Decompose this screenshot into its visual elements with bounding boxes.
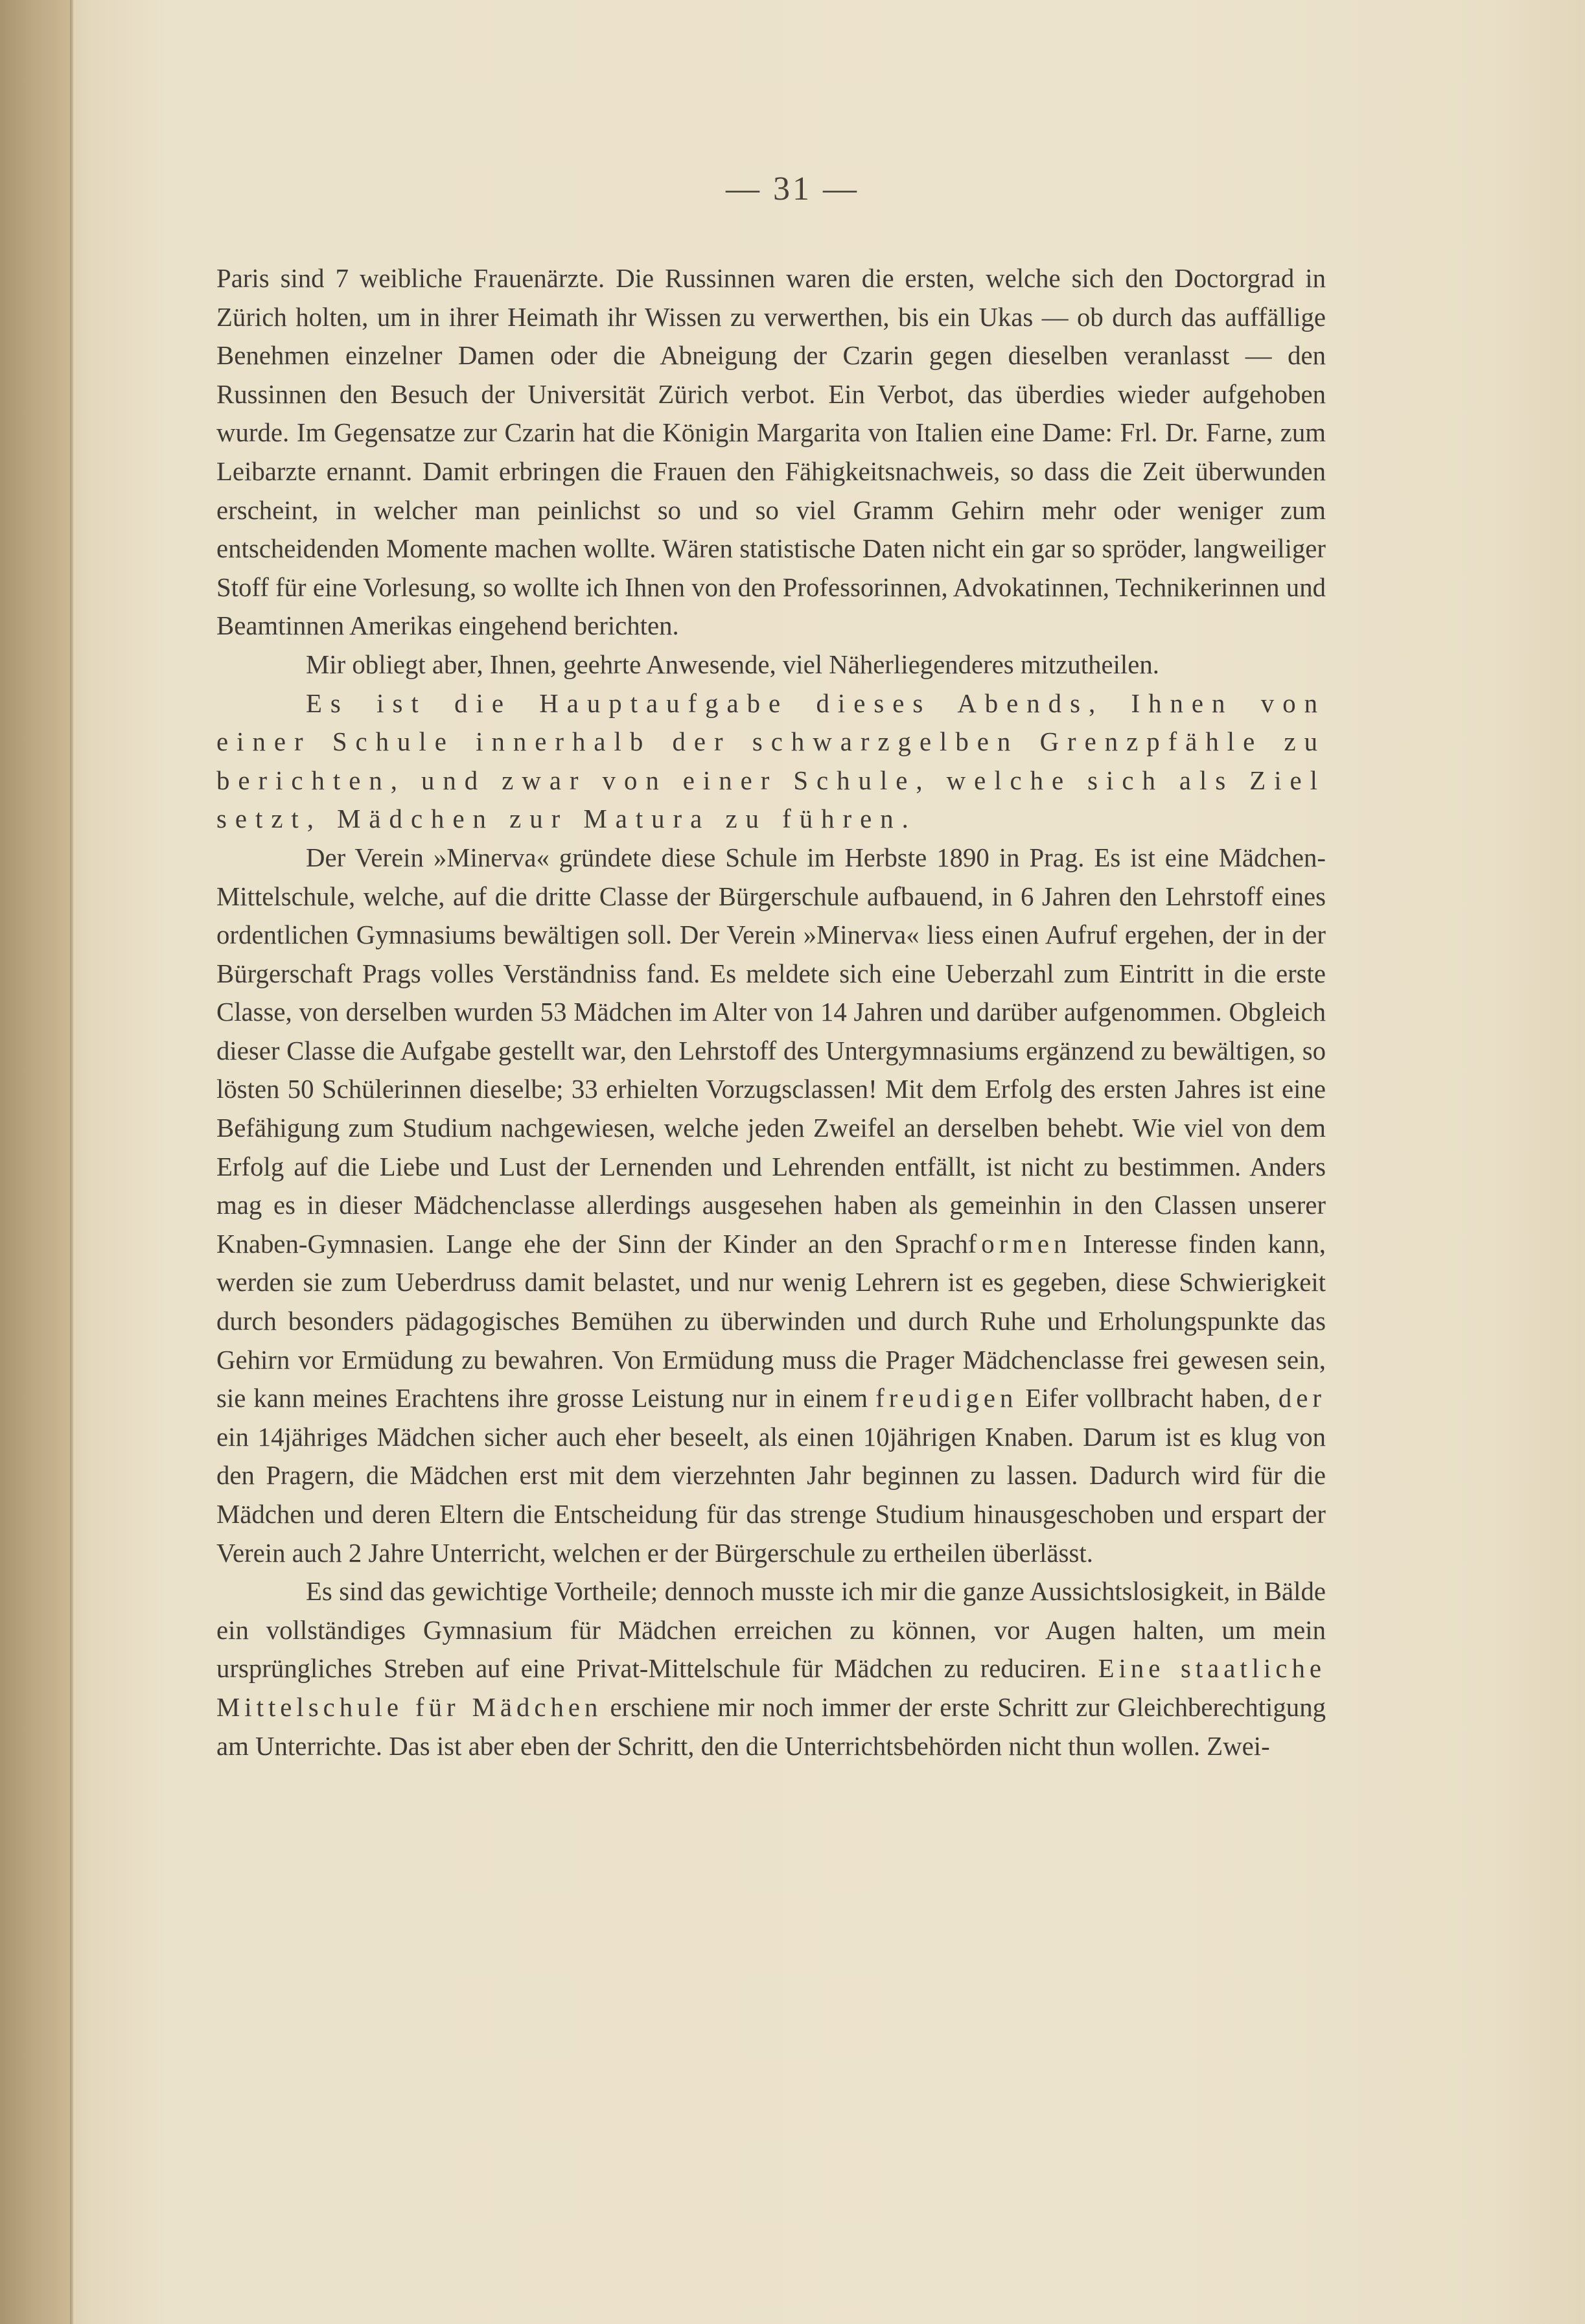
- paragraph: [216, 1572, 1326, 1765]
- text-segment-spaced: Eine staatliche Mittelschule für Mädchen: [216, 1654, 1326, 1722]
- facing-page-edge: [0, 0, 70, 2324]
- text-segment-spaced: formen: [967, 1229, 1072, 1259]
- book-binding-gutter: [70, 0, 74, 2324]
- text-segment: erschiene mir noch immer der erste Schritt zur Gleichberechtigung am Unterrichte. Das ist aber eben der Schritt, den die Unterrichtsbehörden nicht thun wollen. Zwei-: [216, 1692, 1326, 1761]
- paragraph-emphasized: [216, 684, 1326, 839]
- text-segment: Paris sind 7 weibliche Frauenärzte. Die Russinnen waren die ersten, welche sich den Doctorgrad in Zürich holten, um in ihrer Heimath ihr Wissen zu verwerthen, bis ein Ukas — ob durch das auffällige Benehmen einzelner Damen oder die Abneigung der Czarin gegen dieselben veranlasst — den Russinnen den Besuch der Universität Zürich verbot. Ein Verbot, das überdies wieder aufgehoben wurde. Im Gegensatze zur Czarin hat die Königin Margarita von Italien eine Dame: Frl. Dr. Farne, zum Leibarzte ernannt. Damit erbringen die Frauen den Fähigkeitsnachweis, so dass die Zeit überwunden erscheint, in welcher man peinlichst so und so viel Gramm Gehirn mehr oder weniger zum entscheidenden Momente machen wollte. Wären statistische Daten nicht ein gar so spröder, langweiliger Stoff für eine Vorlesung, so wollte ich Ihnen von den Professorinnen, Advokatinnen, Technikerinnen und Beamtinnen Amerikas eingehend berichten.: [216, 264, 1326, 641]
- paragraph: [216, 259, 1326, 645]
- paragraph: [216, 645, 1326, 684]
- paragraph: [216, 839, 1326, 1572]
- body-text: [216, 259, 1326, 1765]
- text-segment: ein 14jähriges Mädchen sicher auch eher beseelt, als einen 10jährigen Knaben. Darum ist es klug von den Pragern, die Mädchen erst mit dem vierzehnten Jahr beginnen zu lassen. Dadurch wird für die Mädchen und deren Eltern die Entscheidung für das strenge Studium hinausgeschoben und erspart der Verein auch 2 Jahre Unterricht, welchen er der Bürgerschule zu ertheilen überlässt.: [216, 1422, 1326, 1568]
- text-segment: Es sind das gewichtige Vortheile; dennoch musste ich mir die ganze Aussichtslosigkeit, in Bälde ein vollständiges Gymnasium für Mädchen erreichen zu können, vor Augen halten, um mein ursprüngliches Streben auf eine Privat-Mittelschule für Mädchen zu reduciren.: [216, 1577, 1326, 1684]
- text-segment: Eifer vollbracht haben,: [1017, 1384, 1278, 1413]
- text-segment-spaced: freudigen: [875, 1384, 1018, 1413]
- page-number: — 31 —: [726, 170, 859, 207]
- text-segment-spaced: Es ist die Hauptaufgabe dieses Abends, Ihnen von einer Schule innerhalb der schwarzgelben Grenzpfähle zu berichten, und zwar von einer Schule, welche sich als Ziel setzt, Mädchen zur Matura zu führen.: [216, 688, 1326, 834]
- text-segment: Interesse finden kann, werden sie zum Ueberdruss damit belastet, und nur wenig Lehrern ist es gegeben, diese Schwierigkeit durch besonders pädagogisches Bemühen zu überwinden und durch Ruhe und Erholungspunkte das Gehirn vor Ermüdung zu bewahren. Von Ermüdung muss die Prager Mädchenclasse frei gewesen sein, sie kann meines Erachtens ihre grosse Leistung nur in einem: [216, 1229, 1326, 1413]
- text-segment: Mir obliegt aber, Ihnen, geehrte Anwesende, viel Näherliegenderes mitzutheilen.: [306, 649, 1159, 679]
- text-segment: Der Verein »Minerva« gründete diese Schule im Herbste 1890 in Prag. Es ist eine Mädchen-Mittelschule, welche, auf die dritte Classe der Bürgerschule aufbauend, in 6 Jahren den Lehrstoff eines ordentlichen Gymnasiums bewältigen soll. Der Verein »Minerva« liess einen Aufruf ergehen, der in der Bürgerschaft Prags volles Verständniss fand. Es meldete sich eine Ueberzahl zum Eintritt in die erste Classe, von derselben wurden 53 Mädchen im Alter von 14 Jahren und darüber aufgenommen. Obgleich dieser Classe die Aufgabe gestellt war, den Lehrstoff des Untergymnasiums ergänzend zu bewältigen, so lösten 50 Schülerinnen dieselbe; 33 erhielten Vorzugsclassen! Mit dem Erfolg des ersten Jahres ist eine Befähigung zum Studium nachgewiesen, welche jeden Zweifel an derselben behebt. Wie viel von dem Erfolg auf die Liebe und Lust der Lernenden und Lehrenden entfällt, ist nicht zu bestimmen. Anders mag es in dieser Mädchenclasse allerdings ausgesehen haben als gemeinhin in den Classen unserer Knaben-Gymnasien. Lange ehe der Sinn der Kinder an den Sprach: [216, 842, 1326, 1259]
- text-segment-spaced: der: [1278, 1384, 1326, 1413]
